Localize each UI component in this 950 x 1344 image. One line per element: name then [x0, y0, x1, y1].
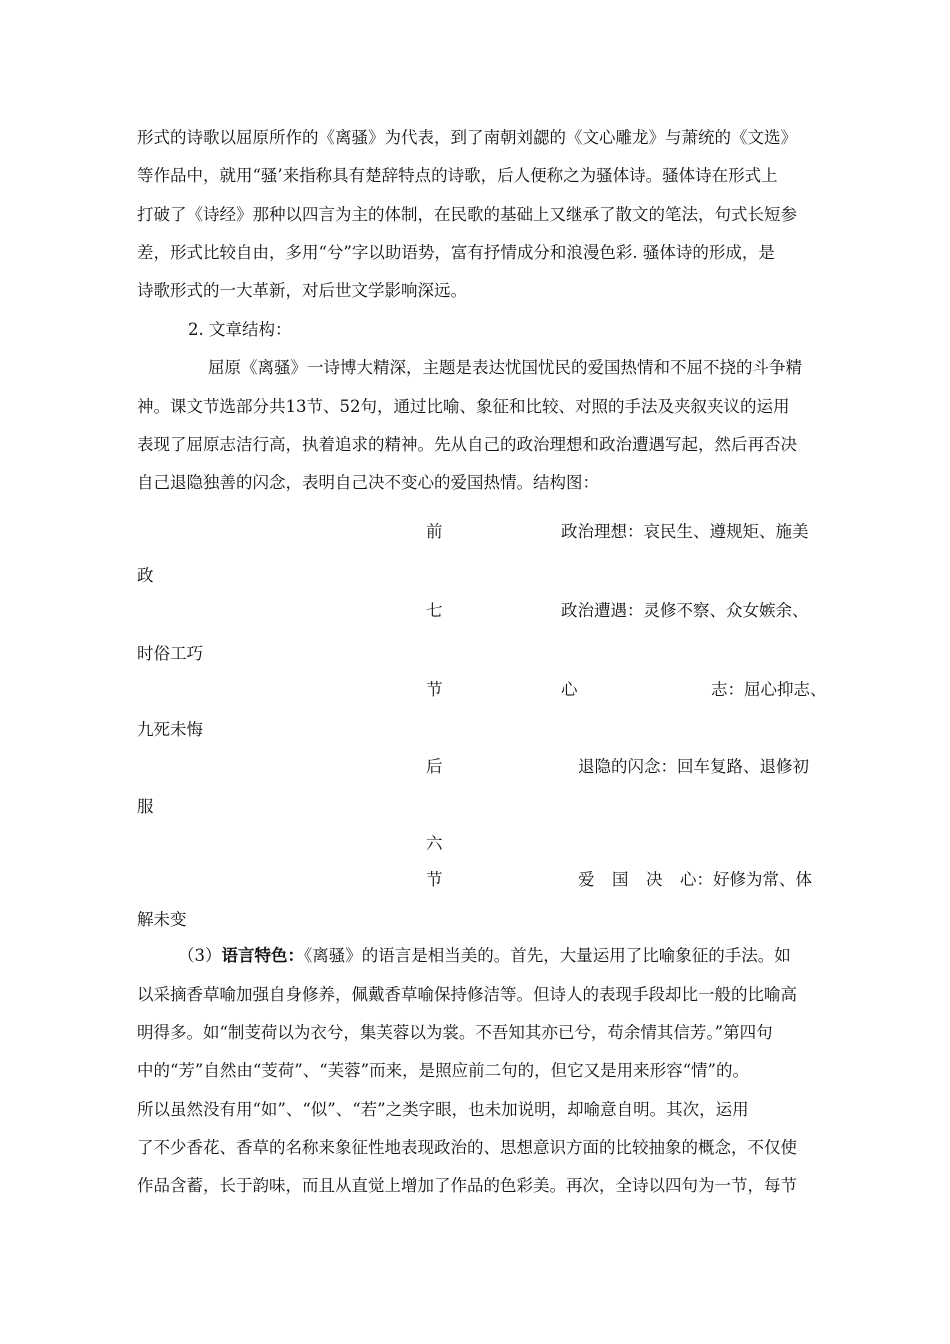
back-label-char: 后 — [426, 757, 443, 776]
intro-line: 诗歌形式的一大革新，对后世文学影响深远。 — [137, 281, 467, 300]
paragraph-text: 《离骚》的语言是相当美的。首先，大量运用了比喻象征的手法。如 — [304, 946, 791, 965]
paragraph-line: 了不少香花、香草的名称来象征性地表现政治的、思想意识方面的比较抽象的概念，不仅使 — [137, 1138, 797, 1157]
section-number: （3） — [178, 946, 222, 965]
intro-line: 等作品中，就用“骚’来指称具有楚辞特点的诗歌，后人便称之为骚体诗。骚体诗在形式上 — [137, 166, 778, 185]
paragraph-line: 自己退隐独善的闪念，表明自己决不变心的爱国热情。结构图： — [137, 473, 599, 492]
patriot-char: 爱 — [578, 870, 595, 889]
patriot-char: 国 — [612, 870, 629, 889]
intro-line: 形式的诗歌以屈原所作的《离骚》为代表，到了南朝刘勰的《文心雕龙》与萧统的《文选》 — [137, 128, 797, 147]
wrap-text: 时俗工巧 — [137, 644, 203, 663]
section-heading: 2. 文章结构： — [188, 320, 292, 339]
paragraph-line: 神。课文节选部分共13节、52句，通过比喻、象征和比较、对照的手法及夹叙夹议的运用 — [137, 397, 790, 416]
front-label-char: 节 — [426, 680, 443, 699]
front-label-char: 七 — [426, 601, 443, 620]
front-label-char: 前 — [426, 522, 443, 541]
patriot-char: 决 — [646, 870, 663, 889]
paragraph-line: 作品含蓄，长于韵味，而且从直觉上增加了作品的色彩美。再次，全诗以四句为一节，每节 — [137, 1176, 797, 1195]
retreat-thought: 退隐的闪念：回车复路、退修初 — [578, 757, 809, 776]
paragraph-line: 中的“芳”自然由“芰荷”、“芙蓉”而来，是照应前二句的，但它又是用来形容“情”的。 — [137, 1061, 749, 1080]
back-label-char: 节 — [426, 870, 443, 889]
wrap-text: 解未变 — [137, 910, 187, 929]
section3-first-line — [178, 946, 791, 966]
paragraph-line: 以采摘香草喻加强自身修养，佩戴香草喻保持修洁等。但诗人的表现手段却比一般的比喻高 — [137, 985, 797, 1004]
paragraph-line: 明得多。如“制芰荷以为衣兮，集芙蓉以为裳。不吾知其亦已兮，苟余情其信芳。”第四句 — [137, 1023, 773, 1042]
will-item: 志：屈心抑志、 — [711, 680, 827, 699]
wrap-text: 九死未悔 — [137, 720, 203, 739]
intro-line: 差，形式比较自由，多用“兮”字以助语势，富有抒情成分和浪漫色彩. 骚体诗的形成，是 — [137, 243, 775, 262]
wrap-text: 政 — [137, 566, 154, 585]
heart-label: 心 — [561, 680, 578, 699]
political-ideal: 政治理想：哀民生、遵规矩、施美 — [561, 522, 809, 541]
section-title: 语言特色： — [221, 946, 304, 965]
political-fate: 政治遭遇：灵修不察、众女嫉余、 — [561, 601, 809, 620]
patriot-item: 心：好修为常、体 — [680, 870, 812, 889]
back-label-char: 六 — [426, 834, 443, 853]
paragraph-line: 表现了屈原志洁行高，执着追求的精神。先从自己的政治理想和政治遭遇写起，然后再否决 — [137, 435, 797, 454]
wrap-text: 服 — [137, 797, 154, 816]
paragraph-line: 屈原《离骚》一诗博大精深，主题是表达忧国忧民的爱国热情和不屈不挠的斗争精 — [208, 358, 802, 377]
intro-line: 打破了《诗经》那种以四言为主的体制，在民歌的基础上又继承了散文的笔法，句式长短参 — [137, 205, 797, 224]
paragraph-line: 所以虽然没有用“如”、“似”、“若”之类字眼，也未加说明，却喻意自明。其次，运用 — [137, 1100, 749, 1119]
